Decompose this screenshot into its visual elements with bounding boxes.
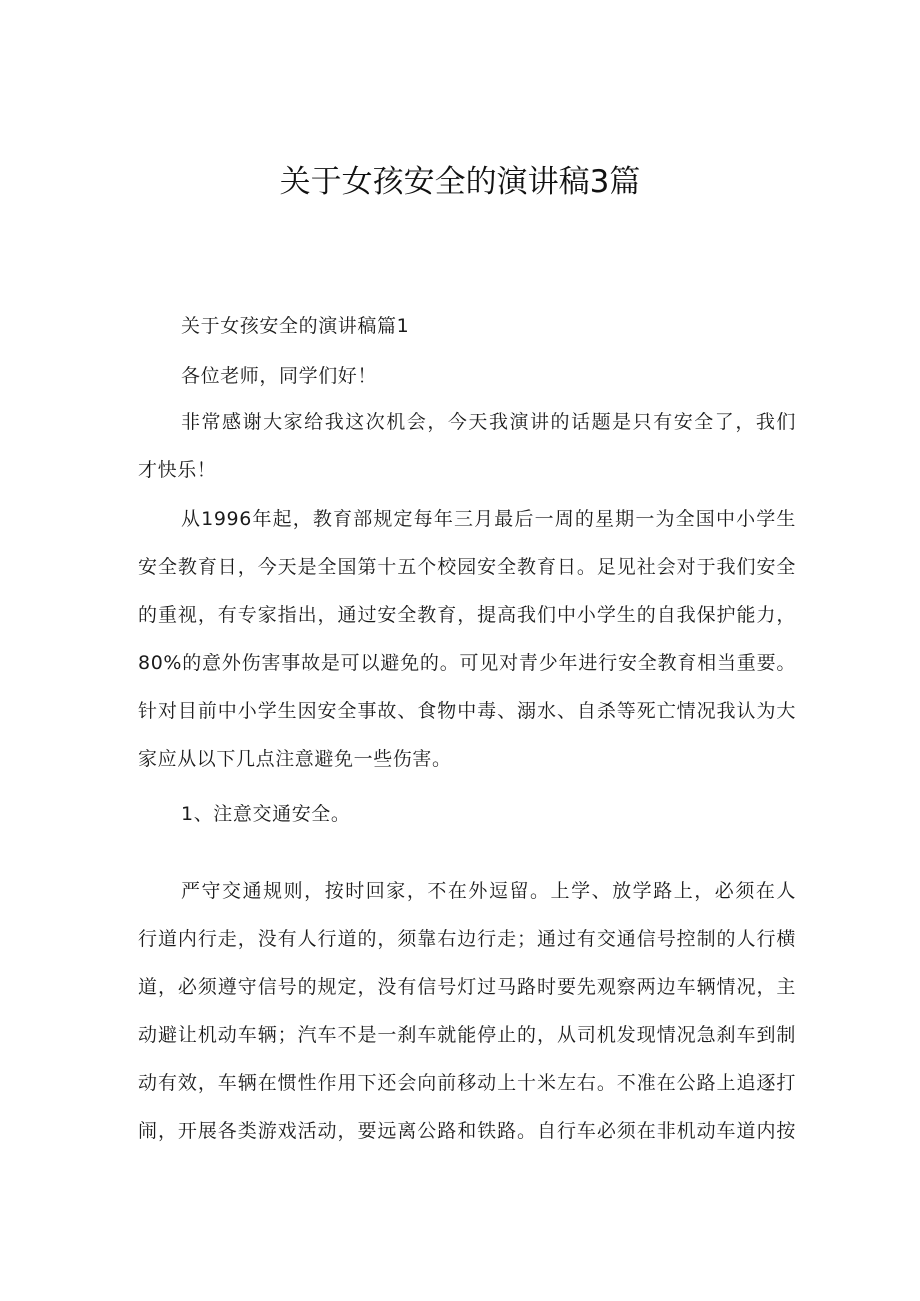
paragraph-line: 才快乐！: [138, 459, 217, 481]
paragraph-line: 针对目前中小学生因安全事故、食物中毒、溺水、自杀等死亡情况我认为大: [138, 700, 796, 722]
paragraph-line: 动有效，车辆在惯性作用下还会向前移动上十米左右。不准在公路上追逐打: [138, 1072, 796, 1094]
section-heading: 1、注意交通安全。: [181, 803, 351, 825]
paragraph-line: 从1996年起，教育部规定每年三月最后一周的星期一为全国中小学生: [181, 508, 796, 530]
paragraph-line: 严守交通规则，按时回家，不在外逗留。上学、放学路上，必须在人: [181, 880, 796, 902]
paragraph-line: 行道内行走，没有人行道的，须靠右边行走；通过有交通信号控制的人行横: [138, 928, 796, 950]
paragraph-line: 80%的意外伤害事故是可以避免的。可见对青少年进行安全教育相当重要。: [138, 652, 796, 674]
document-title: 关于女孩安全的演讲稿3篇: [279, 164, 641, 200]
section-subtitle: 关于女孩安全的演讲稿篇1: [181, 315, 410, 337]
paragraph-line: 闹，开展各类游戏活动，要远离公路和铁路。自行车必须在非机动车道内按: [138, 1120, 796, 1142]
paragraph-line: 非常感谢大家给我这次机会，今天我演讲的话题是只有安全了，我们: [181, 411, 796, 433]
paragraph-line: 道，必须遵守信号的规定，没有信号灯过马路时要先观察两边车辆情况，主: [138, 976, 796, 998]
paragraph-line: 家应从以下几点注意避免一些伤害。: [138, 748, 452, 770]
paragraph-line: 的重视，有专家指出，通过安全教育，提高我们中小学生的自我保护能力，: [138, 604, 796, 626]
paragraph-line: 动避让机动车辆；汽车不是一刹车就能停止的，从司机发现情况急刹车到制: [138, 1024, 796, 1046]
paragraph-line: 安全教育日，今天是全国第十五个校园安全教育日。足见社会对于我们安全: [138, 556, 796, 578]
greeting: 各位老师，同学们好！: [181, 365, 378, 387]
